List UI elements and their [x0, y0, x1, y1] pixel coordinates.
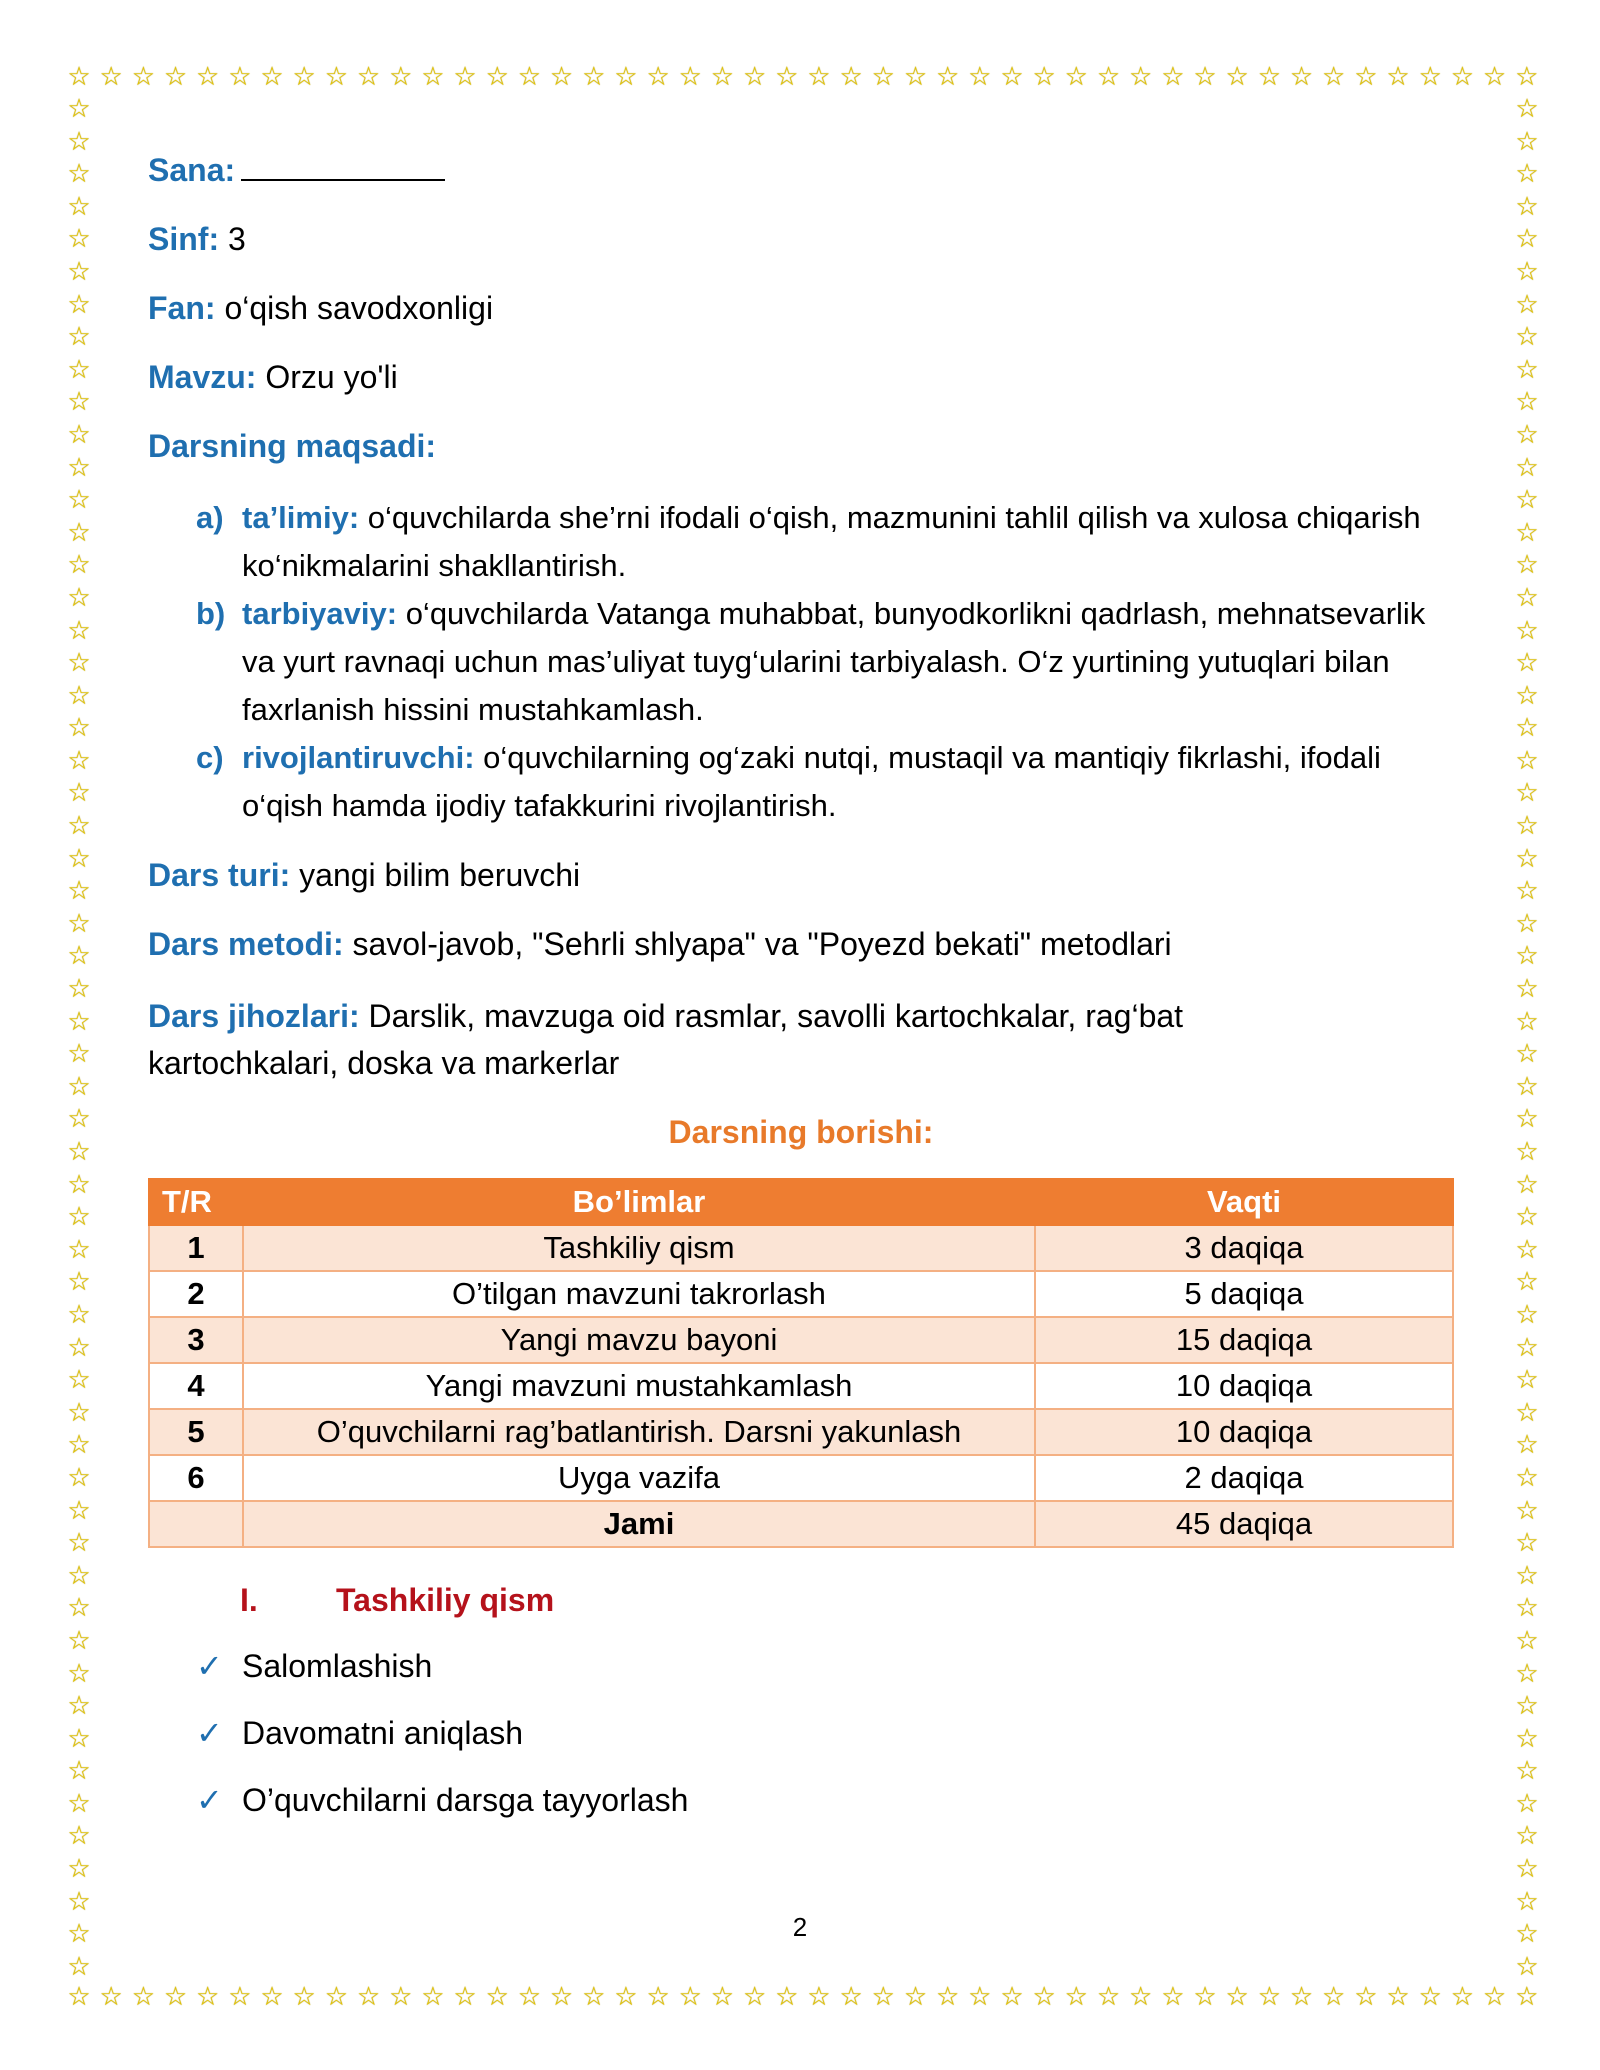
goal-letter: c) [196, 740, 224, 775]
star-border-right [1514, 96, 1540, 1980]
star-icon: ☆ [131, 62, 155, 92]
star-icon: ☆ [1515, 159, 1539, 190]
star-icon: ☆ [1515, 1919, 1539, 1950]
mavzu-label: Mavzu: [148, 359, 257, 395]
star-icon: ☆ [67, 1299, 91, 1330]
star-icon: ☆ [1515, 354, 1539, 385]
row-time: 2 daqiqa [1035, 1455, 1453, 1501]
star-icon: ☆ [67, 713, 91, 744]
star-icon: ☆ [67, 289, 91, 320]
star-icon: ☆ [67, 550, 91, 581]
row-section: O’quvchilarni rag’batlantirish. Darsni yakunlash [243, 1409, 1035, 1455]
goal-rivojlantiruvchi [196, 734, 1466, 830]
star-icon: ☆ [99, 62, 123, 92]
star-icon: ☆ [1418, 62, 1442, 92]
star-icon: ☆ [1354, 62, 1378, 92]
star-icon: ☆ [67, 62, 91, 92]
star-icon: ☆ [453, 62, 477, 92]
star-icon: ☆ [1515, 1854, 1539, 1885]
star-icon: ☆ [67, 387, 91, 418]
star-icon: ☆ [1515, 289, 1539, 320]
star-border-left [66, 96, 92, 1980]
star-icon: ☆ [1225, 1982, 1249, 2012]
star-icon: ☆ [935, 1982, 960, 2012]
star-icon: ☆ [1193, 62, 1217, 92]
dars-turi-value: yangi bilim beruvchi [290, 857, 581, 893]
star-icon: ☆ [67, 1137, 91, 1167]
section-number: I. [240, 1582, 258, 1618]
fan-field [148, 288, 493, 328]
star-icon: ☆ [292, 1982, 316, 2012]
star-icon: ☆ [260, 62, 284, 92]
star-icon: ☆ [1515, 1691, 1539, 1722]
star-icon: ☆ [1515, 1723, 1539, 1754]
star-icon: ☆ [1515, 1658, 1539, 1689]
star-icon: ☆ [1515, 1462, 1539, 1493]
star-icon: ☆ [67, 1397, 91, 1428]
star-icon: ☆ [228, 62, 252, 92]
star-icon: ☆ [1225, 62, 1249, 92]
sinf-field [148, 219, 246, 259]
star-icon: ☆ [1515, 1202, 1539, 1233]
star-icon: ☆ [1032, 62, 1056, 92]
star-icon: ☆ [67, 1756, 91, 1787]
star-icon: ☆ [1032, 1982, 1056, 2012]
star-icon: ☆ [67, 778, 91, 809]
col-header-bolimlar: Bo’limlar [243, 1179, 1035, 1225]
star-icon: ☆ [1515, 680, 1539, 711]
star-icon: ☆ [67, 908, 91, 939]
star-icon: ☆ [67, 1788, 91, 1819]
star-icon: ☆ [67, 354, 91, 385]
table-row [149, 1271, 1453, 1317]
star-icon: ☆ [67, 680, 91, 711]
row-number [149, 1501, 243, 1547]
star-icon: ☆ [1418, 1982, 1442, 2012]
star-icon: ☆ [1515, 485, 1539, 516]
checklist-text: Davomatni aniqlash [242, 1715, 524, 1751]
goal-text: o‘quvchilarda she’rni ifodali o‘qish, mazmunini tahlil qilish va xulosa chiqarish ko‘nikmalarini shakllantirish. [242, 500, 1421, 583]
maqsad-label: Darsning maqsadi: [148, 428, 437, 464]
col-header-vaqti: Vaqti [1035, 1179, 1453, 1225]
borishi-title: Darsning borishi: [668, 1114, 934, 1150]
star-icon: ☆ [1515, 94, 1539, 124]
star-icon: ☆ [67, 159, 91, 190]
star-icon: ☆ [1386, 62, 1410, 92]
goals-list [196, 494, 1466, 830]
star-icon: ☆ [1129, 1982, 1153, 2012]
star-icon: ☆ [67, 1625, 91, 1656]
star-icon: ☆ [1515, 941, 1539, 972]
star-icon: ☆ [228, 1982, 252, 2012]
star-icon: ☆ [67, 811, 91, 842]
star-icon: ☆ [1000, 1982, 1024, 2012]
star-icon: ☆ [67, 1886, 91, 1917]
star-icon: ☆ [67, 1169, 91, 1200]
star-icon: ☆ [549, 62, 574, 92]
star-icon: ☆ [196, 62, 220, 92]
star-icon: ☆ [1064, 1982, 1088, 2012]
star-icon: ☆ [1515, 713, 1539, 744]
star-icon: ☆ [775, 1982, 799, 2012]
star-icon: ☆ [614, 62, 638, 92]
star-icon: ☆ [67, 941, 91, 972]
star-icon: ☆ [1515, 126, 1539, 157]
star-icon: ☆ [1515, 517, 1539, 548]
star-icon: ☆ [67, 1202, 91, 1233]
checkmark-icon: ✓ [196, 1781, 223, 1819]
star-icon: ☆ [1515, 550, 1539, 581]
star-icon: ☆ [1515, 811, 1539, 842]
star-icon: ☆ [389, 1982, 413, 2012]
star-icon: ☆ [67, 1006, 91, 1037]
star-icon: ☆ [67, 1104, 91, 1135]
star-icon: ☆ [67, 452, 91, 483]
table-row [149, 1225, 1453, 1271]
row-time: 10 daqiqa [1035, 1409, 1453, 1455]
sana-field [148, 150, 445, 190]
star-icon: ☆ [1193, 1982, 1217, 2012]
star-icon: ☆ [292, 62, 316, 92]
star-icon: ☆ [356, 1982, 381, 2012]
dars-jihozlari-label: Dars jihozlari: [148, 998, 360, 1034]
row-section: Yangi mavzuni mustahkamlash [243, 1363, 1035, 1409]
goal-tarbiyaviy [196, 590, 1466, 734]
star-icon: ☆ [871, 62, 895, 92]
star-icon: ☆ [1515, 387, 1539, 418]
star-icon: ☆ [1515, 745, 1539, 776]
star-icon: ☆ [196, 1982, 220, 2012]
table-total-row [149, 1501, 1453, 1547]
star-icon: ☆ [67, 1560, 91, 1591]
star-icon: ☆ [67, 126, 91, 157]
dars-jihozlari-value: Darslik, mavzuga oid rasmlar, savolli kartochkalar, rag‘bat kartochkalari, doska va markerlar [148, 998, 1184, 1081]
star-icon: ☆ [67, 1982, 91, 2012]
sana-blank [241, 151, 445, 181]
row-time: 15 daqiqa [1035, 1317, 1453, 1363]
star-icon: ☆ [710, 62, 735, 92]
row-time: 3 daqiqa [1035, 1225, 1453, 1271]
dars-metodi-label: Dars metodi: [148, 926, 344, 962]
checklist-item [196, 1713, 523, 1753]
star-icon: ☆ [1096, 62, 1121, 92]
checklist-item [196, 1780, 688, 1820]
row-time: 5 daqiqa [1035, 1271, 1453, 1317]
star-icon: ☆ [1515, 62, 1539, 92]
star-icon: ☆ [742, 1982, 767, 2012]
star-icon: ☆ [1515, 419, 1539, 450]
star-icon: ☆ [1289, 1982, 1314, 2012]
star-icon: ☆ [839, 62, 863, 92]
star-icon: ☆ [67, 843, 91, 874]
row-number: 2 [149, 1271, 243, 1317]
star-icon: ☆ [1482, 1982, 1507, 2012]
star-icon: ☆ [67, 1332, 91, 1363]
star-icon: ☆ [163, 1982, 188, 2012]
star-icon: ☆ [99, 1982, 123, 2012]
checklist-text: O’quvchilarni darsga tayyorlash [242, 1782, 689, 1818]
star-icon: ☆ [67, 1039, 91, 1070]
star-icon: ☆ [678, 1982, 702, 2012]
star-icon: ☆ [67, 94, 91, 124]
star-icon: ☆ [67, 1951, 91, 1982]
star-icon: ☆ [67, 1234, 91, 1265]
star-icon: ☆ [1515, 1299, 1539, 1330]
star-icon: ☆ [807, 62, 831, 92]
star-icon: ☆ [389, 62, 413, 92]
star-icon: ☆ [67, 1821, 91, 1852]
col-header-tr: T/R [149, 1179, 243, 1225]
star-icon: ☆ [935, 62, 960, 92]
star-icon: ☆ [356, 62, 381, 92]
table-row [149, 1409, 1453, 1455]
dars-metodi-field [148, 924, 1172, 964]
star-icon: ☆ [1515, 1982, 1539, 2012]
star-icon: ☆ [67, 582, 91, 613]
star-icon: ☆ [582, 1982, 606, 2012]
star-icon: ☆ [67, 1267, 91, 1298]
star-icon: ☆ [678, 62, 702, 92]
star-icon: ☆ [1515, 1821, 1539, 1852]
star-icon: ☆ [1515, 1169, 1539, 1200]
star-icon: ☆ [1515, 1951, 1539, 1982]
star-icon: ☆ [968, 1982, 992, 2012]
star-icon: ☆ [1515, 1495, 1539, 1526]
star-icon: ☆ [1515, 224, 1539, 255]
star-icon: ☆ [1515, 648, 1539, 679]
goal-text: o‘quvchilarning og‘zaki nutqi, mustaqil va mantiqiy fikrlashi, ifodali o‘qish hamda ijodiy tafakkurini rivojlantirish. [242, 740, 1381, 823]
row-section: O’tilgan mavzuni takrorlash [243, 1271, 1035, 1317]
star-icon: ☆ [67, 1691, 91, 1722]
goal-letter: a) [196, 500, 224, 535]
table-header-row [149, 1179, 1453, 1225]
star-icon: ☆ [67, 1593, 91, 1624]
star-icon: ☆ [1515, 452, 1539, 483]
star-icon: ☆ [1515, 1625, 1539, 1656]
star-icon: ☆ [1515, 876, 1539, 907]
star-icon: ☆ [1000, 62, 1024, 92]
sinf-value: 3 [219, 221, 246, 257]
star-icon: ☆ [1515, 1788, 1539, 1819]
star-icon: ☆ [775, 62, 799, 92]
star-icon: ☆ [67, 1365, 91, 1396]
star-icon: ☆ [1289, 62, 1314, 92]
star-icon: ☆ [67, 1854, 91, 1885]
star-icon: ☆ [1064, 62, 1088, 92]
row-number: 4 [149, 1363, 243, 1409]
star-icon: ☆ [421, 1982, 445, 2012]
star-icon: ☆ [1450, 62, 1475, 92]
star-icon: ☆ [646, 1982, 670, 2012]
star-icon: ☆ [1515, 1430, 1539, 1461]
row-number: 6 [149, 1455, 243, 1501]
goal-label: ta’limiy: [242, 500, 360, 535]
star-icon: ☆ [453, 1982, 477, 2012]
star-icon: ☆ [1515, 1234, 1539, 1265]
star-icon: ☆ [163, 62, 188, 92]
star-icon: ☆ [1515, 778, 1539, 809]
star-icon: ☆ [1515, 1886, 1539, 1917]
star-icon: ☆ [646, 62, 670, 92]
table-row [149, 1363, 1453, 1409]
total-time: 45 daqiqa [1035, 1501, 1453, 1547]
star-icon: ☆ [1515, 908, 1539, 939]
dars-metodi-value: savol-javob, "Sehrli shlyapa" va "Poyezd bekati" metodlari [343, 926, 1172, 962]
star-icon: ☆ [67, 1658, 91, 1689]
star-icon: ☆ [1515, 1104, 1539, 1135]
star-icon: ☆ [1515, 582, 1539, 613]
checklist-text: Salomlashish [242, 1648, 433, 1684]
star-icon: ☆ [67, 191, 91, 222]
table-row [149, 1317, 1453, 1363]
goal-talimiy [196, 494, 1466, 590]
star-icon: ☆ [1386, 1982, 1410, 2012]
checklist-item [196, 1646, 432, 1686]
star-icon: ☆ [614, 1982, 638, 2012]
dars-jihozlari-field [148, 993, 1348, 1087]
star-icon: ☆ [260, 1982, 284, 2012]
star-icon: ☆ [517, 62, 542, 92]
star-icon: ☆ [324, 1982, 349, 2012]
star-icon: ☆ [1161, 62, 1185, 92]
star-icon: ☆ [67, 1430, 91, 1461]
star-icon: ☆ [903, 1982, 928, 2012]
star-icon: ☆ [1515, 1528, 1539, 1559]
goal-letter: b) [196, 596, 226, 631]
checkmark-icon: ✓ [196, 1714, 223, 1752]
star-icon: ☆ [67, 648, 91, 679]
star-icon: ☆ [968, 62, 992, 92]
star-icon: ☆ [903, 62, 928, 92]
star-icon: ☆ [1515, 1071, 1539, 1102]
star-icon: ☆ [67, 1919, 91, 1950]
star-icon: ☆ [131, 1982, 155, 2012]
star-icon: ☆ [67, 1723, 91, 1754]
row-number: 3 [149, 1317, 243, 1363]
star-icon: ☆ [1515, 1006, 1539, 1037]
dars-turi-field [148, 855, 580, 895]
sana-label: Sana: [148, 152, 236, 188]
row-section: Uyga vazifa [243, 1455, 1035, 1501]
checkmark-icon: ✓ [196, 1647, 223, 1685]
star-icon: ☆ [324, 62, 349, 92]
dars-turi-label: Dars turi: [148, 857, 291, 893]
star-icon: ☆ [582, 62, 606, 92]
star-icon: ☆ [67, 615, 91, 646]
star-icon: ☆ [1515, 1365, 1539, 1396]
fan-label: Fan: [148, 290, 216, 326]
star-icon: ☆ [67, 1462, 91, 1493]
star-icon: ☆ [1515, 1332, 1539, 1363]
star-icon: ☆ [67, 517, 91, 548]
star-icon: ☆ [1515, 1756, 1539, 1787]
star-icon: ☆ [1257, 1982, 1282, 2012]
star-icon: ☆ [1515, 974, 1539, 1005]
star-icon: ☆ [1515, 615, 1539, 646]
sinf-label: Sinf: [148, 221, 220, 257]
star-icon: ☆ [1515, 322, 1539, 353]
star-icon: ☆ [742, 62, 767, 92]
star-icon: ☆ [485, 62, 509, 92]
section-heading-tashkiliy [240, 1580, 554, 1620]
star-icon: ☆ [1161, 1982, 1185, 2012]
mavzu-field [148, 357, 398, 397]
maqsad-heading [148, 426, 436, 466]
star-border-bottom [66, 1984, 1540, 2010]
star-icon: ☆ [485, 1982, 509, 2012]
star-icon: ☆ [1482, 62, 1507, 92]
star-icon: ☆ [1257, 62, 1282, 92]
row-number: 1 [149, 1225, 243, 1271]
table-row [149, 1455, 1453, 1501]
star-icon: ☆ [67, 745, 91, 776]
star-icon: ☆ [1515, 843, 1539, 874]
star-icon: ☆ [67, 1495, 91, 1526]
star-icon: ☆ [67, 322, 91, 353]
star-icon: ☆ [67, 1071, 91, 1102]
star-icon: ☆ [67, 419, 91, 450]
star-icon: ☆ [67, 1528, 91, 1559]
star-icon: ☆ [1129, 62, 1153, 92]
star-icon: ☆ [67, 485, 91, 516]
row-time: 10 daqiqa [1035, 1363, 1453, 1409]
star-icon: ☆ [1515, 1267, 1539, 1298]
star-icon: ☆ [1515, 1593, 1539, 1624]
row-number: 5 [149, 1409, 243, 1455]
star-icon: ☆ [549, 1982, 574, 2012]
star-border-top [66, 64, 1540, 90]
lesson-plan-table [148, 1178, 1454, 1548]
star-icon: ☆ [421, 62, 445, 92]
section-title: Tashkiliy qism [336, 1582, 555, 1618]
star-icon: ☆ [1354, 1982, 1378, 2012]
star-icon: ☆ [1515, 256, 1539, 287]
star-icon: ☆ [67, 974, 91, 1005]
star-icon: ☆ [871, 1982, 895, 2012]
star-icon: ☆ [1515, 1397, 1539, 1428]
star-icon: ☆ [67, 876, 91, 907]
star-icon: ☆ [1515, 191, 1539, 222]
goal-label: rivojlantiruvchi: [242, 740, 475, 775]
star-icon: ☆ [1322, 62, 1346, 92]
star-icon: ☆ [807, 1982, 831, 2012]
mavzu-value: Orzu yo'li [256, 359, 398, 395]
star-icon: ☆ [67, 224, 91, 255]
total-label: Jami [243, 1501, 1035, 1547]
star-icon: ☆ [1515, 1560, 1539, 1591]
star-icon: ☆ [1096, 1982, 1121, 2012]
row-section: Yangi mavzu bayoni [243, 1317, 1035, 1363]
star-icon: ☆ [1515, 1039, 1539, 1070]
star-icon: ☆ [517, 1982, 542, 2012]
page-number: 2 [792, 1912, 808, 1942]
fan-value: o‘qish savodxonligi [215, 290, 494, 326]
row-section: Tashkiliy qism [243, 1225, 1035, 1271]
star-icon: ☆ [839, 1982, 863, 2012]
goal-label: tarbiyaviy: [242, 596, 398, 631]
star-icon: ☆ [1322, 1982, 1346, 2012]
star-icon: ☆ [1450, 1982, 1475, 2012]
star-icon: ☆ [710, 1982, 735, 2012]
goal-text: o‘quvchilarda Vatanga muhabbat, bunyodkorlikni qadrlash, mehnatsevarlik va yurt ravnaqi uchun mas’uliyat tuyg‘ularini tarbiyalash. O‘z yurtining yutuqlari bilan faxrlanish hissini mustahkamlash. [242, 596, 1426, 727]
star-icon: ☆ [67, 256, 91, 287]
star-icon: ☆ [1515, 1137, 1539, 1167]
